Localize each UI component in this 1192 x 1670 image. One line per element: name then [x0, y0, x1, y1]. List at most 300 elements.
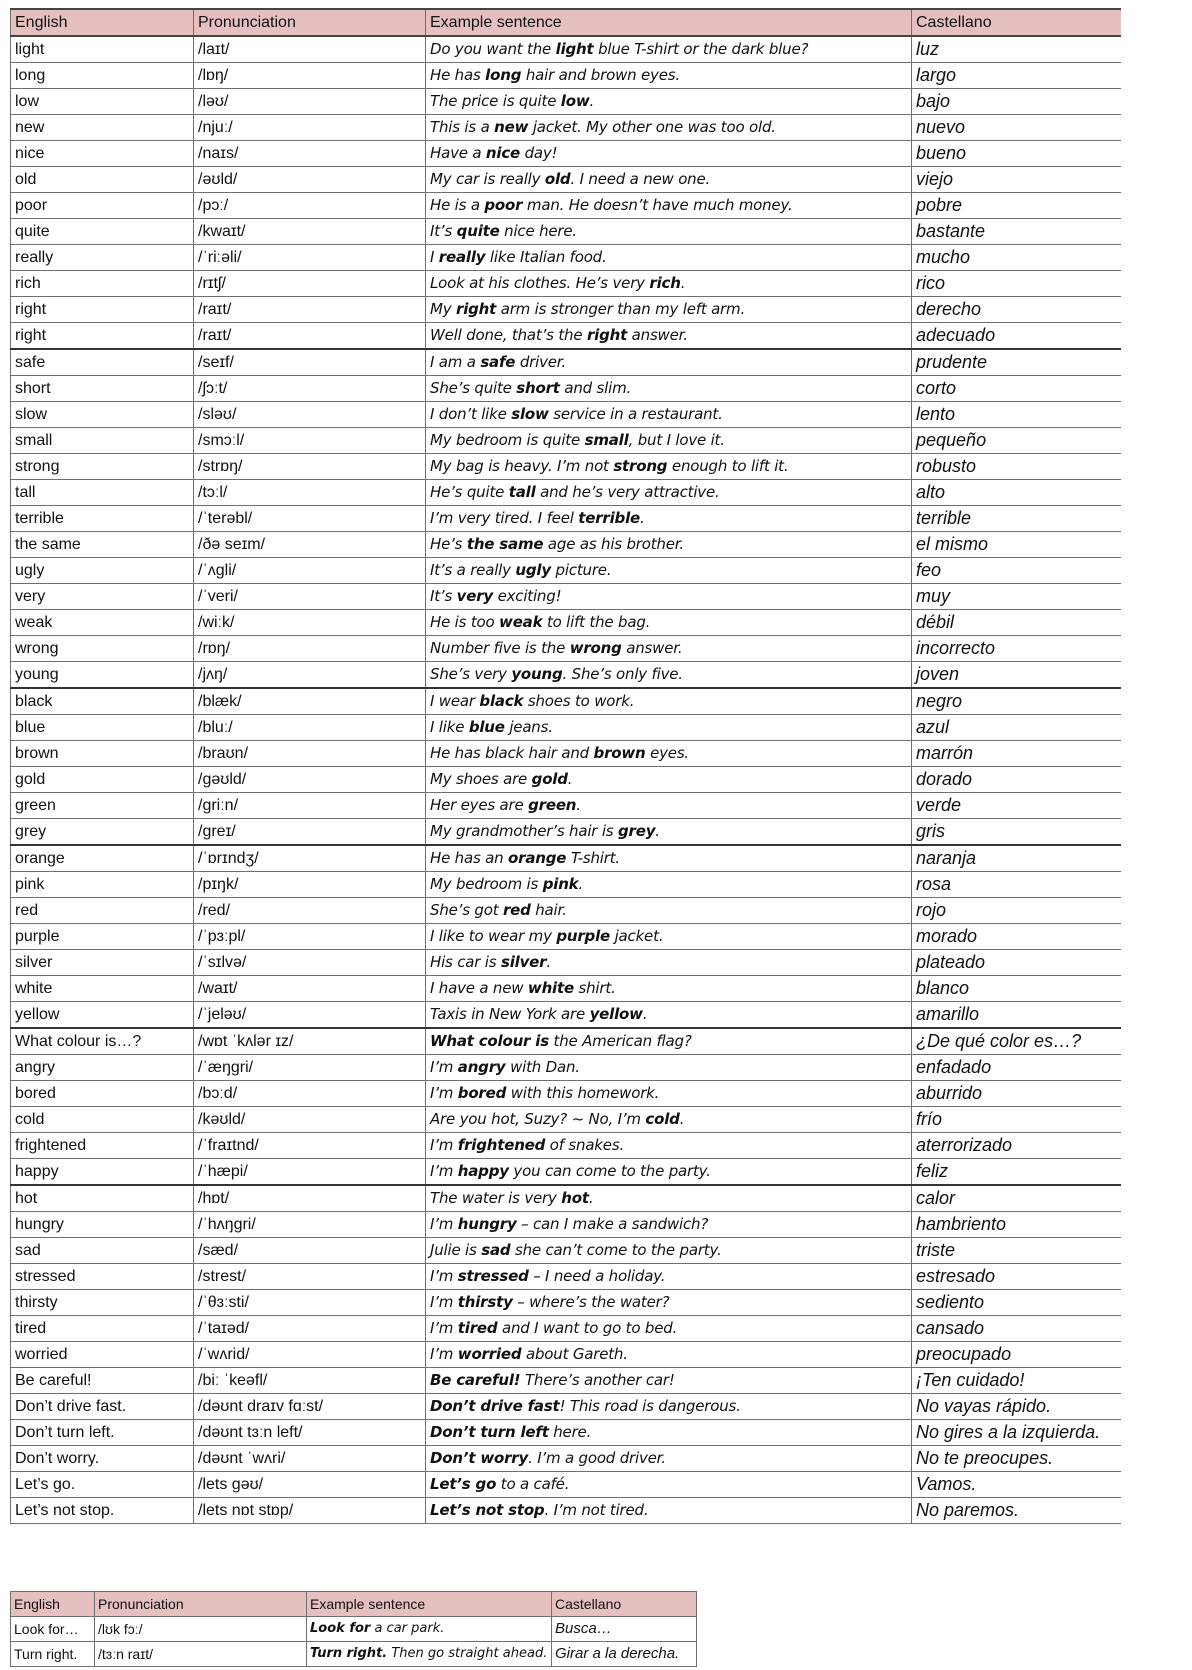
example-text: I’m — [430, 1084, 458, 1102]
cell-english: thirsty — [11, 1290, 194, 1316]
cell-english: happy — [11, 1159, 194, 1186]
example-keyword: stressed — [457, 1267, 529, 1285]
example-keyword: strong — [613, 457, 668, 475]
cell-example — [426, 610, 912, 636]
cell-castellano: sediento — [912, 1290, 1121, 1316]
cell-pronunciation: /ˈhæpi/ — [194, 1159, 426, 1186]
example-text: My shoes are — [430, 770, 532, 788]
example-text: Her eyes are — [430, 796, 529, 814]
example-text: He has — [430, 66, 486, 84]
table-row — [11, 1212, 1121, 1238]
cell-castellano: ¿De qué color es…? — [912, 1028, 1121, 1055]
example-text: Number five is the — [430, 639, 570, 657]
example-text: she can’t come to the party. — [510, 1241, 722, 1259]
example-keyword: small — [584, 431, 629, 449]
example-keyword: Turn right. — [310, 1646, 388, 1661]
example-text: jacket. — [610, 927, 664, 945]
cell-english: What colour is…? — [11, 1028, 194, 1055]
table-row — [11, 950, 1121, 976]
table-row — [11, 1185, 1121, 1212]
cell-castellano: Vamos. — [912, 1472, 1121, 1498]
example-text: jacket. My other one was too old. — [528, 118, 776, 136]
example-text: My bedroom is — [430, 875, 543, 893]
table-row — [11, 845, 1121, 872]
example-text: Julie is — [430, 1241, 482, 1259]
cell-english: wrong — [11, 636, 194, 662]
cell-castellano: azul — [912, 715, 1121, 741]
example-text: you can come to the party. — [508, 1162, 711, 1180]
cell-english: old — [11, 167, 194, 193]
cell-english: grey — [11, 819, 194, 846]
cell-example — [426, 376, 912, 402]
cell-example — [426, 506, 912, 532]
example-keyword: rich — [649, 274, 681, 292]
cell-english: hot — [11, 1185, 194, 1212]
example-text: I — [430, 248, 439, 266]
example-keyword: quite — [456, 222, 500, 240]
cell-example — [426, 36, 912, 63]
example-keyword: hot — [561, 1189, 589, 1207]
example-keyword: worried — [457, 1345, 522, 1363]
example-keyword: red — [502, 901, 531, 919]
example-keyword: new — [494, 118, 529, 136]
cell-pronunciation: /ˈveri/ — [194, 584, 426, 610]
example-text: I’m — [430, 1319, 458, 1337]
header-english: English — [11, 9, 194, 36]
cell-castellano: plateado — [912, 950, 1121, 976]
cell-example — [426, 1212, 912, 1238]
cell-pronunciation: /naɪs/ — [194, 141, 426, 167]
example-keyword: orange — [508, 849, 567, 867]
example-text: It’s a really — [430, 561, 516, 579]
example-keyword: Let’s not stop — [430, 1501, 545, 1519]
cell-example — [426, 793, 912, 819]
cell-example — [426, 688, 912, 715]
table-row — [11, 976, 1121, 1002]
example-text: I’m — [430, 1345, 458, 1363]
table-row — [11, 245, 1121, 271]
example-text: She’s very — [430, 665, 512, 683]
cell-castellano: bastante — [912, 219, 1121, 245]
cell-example — [426, 845, 912, 872]
cell-pronunciation: /dəʊnt tɜːn left/ — [194, 1420, 426, 1446]
table-row — [11, 741, 1121, 767]
example-text: of snakes. — [545, 1136, 625, 1154]
example-text: Have a — [430, 144, 486, 162]
cell-example — [426, 193, 912, 219]
example-keyword: the same — [466, 535, 544, 553]
example-keyword: really — [438, 248, 486, 266]
example-text: jeans. — [504, 718, 553, 736]
cell-english: nice — [11, 141, 194, 167]
cell-pronunciation: /ˈθɜːsti/ — [194, 1290, 426, 1316]
cell-pronunciation: /ˈpɜːpl/ — [194, 924, 426, 950]
example-text: He’s — [430, 535, 467, 553]
table-row — [11, 1368, 1121, 1394]
header-castellano: Castellano — [912, 9, 1121, 36]
example-keyword: cold — [645, 1110, 680, 1128]
table-row — [11, 1264, 1121, 1290]
cell-castellano: hambriento — [912, 1212, 1121, 1238]
cell-pronunciation: /gəʊld/ — [194, 767, 426, 793]
example-text: . — [576, 796, 581, 814]
cell-english: green — [11, 793, 194, 819]
example-text: a car park. — [370, 1621, 445, 1636]
example-text: shirt. — [573, 979, 616, 997]
mini-vocabulary-table — [10, 1591, 697, 1667]
cell-example — [426, 950, 912, 976]
cell-castellano: gris — [912, 819, 1121, 846]
example-keyword: frightened — [457, 1136, 546, 1154]
cell-english: weak — [11, 610, 194, 636]
cell-castellano: largo — [912, 63, 1121, 89]
table-row — [11, 402, 1121, 428]
example-keyword: pink — [542, 875, 579, 893]
cell-example — [426, 1394, 912, 1420]
cell-pronunciation: /ˈriːəli/ — [194, 245, 426, 271]
example-text: I’m very tired. I feel — [430, 509, 579, 527]
cell-example — [426, 1238, 912, 1264]
cell-castellano: Girar a la derecha. — [552, 1642, 697, 1667]
cell-pronunciation: /əʊld/ — [194, 167, 426, 193]
table-row — [11, 793, 1121, 819]
table-row — [11, 1107, 1121, 1133]
cell-example — [426, 1290, 912, 1316]
cell-castellano: terrible — [912, 506, 1121, 532]
header-pronunciation: Pronunciation — [194, 9, 426, 36]
cell-castellano: marrón — [912, 741, 1121, 767]
cell-castellano: bajo — [912, 89, 1121, 115]
cell-castellano: derecho — [912, 297, 1121, 323]
example-text: He has an — [430, 849, 509, 867]
example-text: . I need a new one. — [570, 170, 711, 188]
example-text: about Gareth. — [521, 1345, 628, 1363]
example-text: blue T-shirt or the dark blue? — [593, 40, 809, 58]
example-text: I don’t like — [430, 405, 512, 423]
cell-english: silver — [11, 950, 194, 976]
example-keyword: tall — [508, 483, 536, 501]
cell-castellano: No te preocupes. — [912, 1446, 1121, 1472]
cell-pronunciation: /wɒt ˈkʌlər ɪz/ — [194, 1028, 426, 1055]
example-text: . — [589, 92, 595, 110]
example-text: and slim. — [559, 379, 632, 397]
cell-castellano: muy — [912, 584, 1121, 610]
cell-english: really — [11, 245, 194, 271]
table-row — [11, 141, 1121, 167]
cell-castellano: naranja — [912, 845, 1121, 872]
cell-pronunciation: /braʊn/ — [194, 741, 426, 767]
cell-castellano: blanco — [912, 976, 1121, 1002]
table-row — [11, 662, 1121, 689]
example-text: My bag is heavy. I’m not — [430, 457, 614, 475]
cell-example — [426, 219, 912, 245]
example-keyword: Don’t turn left — [430, 1423, 549, 1441]
example-text: . — [588, 1189, 594, 1207]
example-text: . She’s only five. — [562, 665, 683, 683]
cell-castellano: lento — [912, 402, 1121, 428]
example-keyword: purple — [556, 927, 610, 945]
table-row — [11, 715, 1121, 741]
cell-castellano: aburrido — [912, 1081, 1121, 1107]
cell-pronunciation: /lɒŋ/ — [194, 63, 426, 89]
table-row — [11, 219, 1121, 245]
table-row — [11, 193, 1121, 219]
example-text: My bedroom is quite — [430, 431, 585, 449]
cell-pronunciation: /tɔːl/ — [194, 480, 426, 506]
example-text: , but I love it. — [628, 431, 725, 449]
cell-english: gold — [11, 767, 194, 793]
example-keyword: very — [456, 587, 493, 605]
cell-english: cold — [11, 1107, 194, 1133]
cell-english: purple — [11, 924, 194, 950]
example-keyword: long — [485, 66, 522, 84]
example-text: Taxis in New York are — [430, 1005, 590, 1023]
example-text: My grandmother’s hair is — [430, 822, 618, 840]
table-body — [11, 36, 1121, 1524]
cell-example — [426, 872, 912, 898]
example-keyword: What colour is — [430, 1032, 549, 1050]
cell-english: bored — [11, 1081, 194, 1107]
cell-pronunciation: /bɔːd/ — [194, 1081, 426, 1107]
cell-example — [426, 63, 912, 89]
cell-castellano: rico — [912, 271, 1121, 297]
cell-pronunciation: /ˈfraɪtnd/ — [194, 1133, 426, 1159]
example-text: My — [430, 300, 456, 318]
cell-english: hungry — [11, 1212, 194, 1238]
cell-example — [426, 402, 912, 428]
cell-pronunciation: /sləʊ/ — [194, 402, 426, 428]
example-text: I like — [430, 718, 469, 736]
example-text: picture. — [550, 561, 612, 579]
cell-castellano: pobre — [912, 193, 1121, 219]
cell-castellano: ¡Ten cuidado! — [912, 1368, 1121, 1394]
example-keyword: low — [560, 92, 590, 110]
example-keyword: safe — [480, 353, 516, 371]
table-row — [11, 428, 1121, 454]
cell-example — [426, 767, 912, 793]
example-text: I’m — [430, 1058, 458, 1076]
example-text: I wear — [430, 692, 480, 710]
table-row — [11, 1498, 1121, 1524]
example-text: to lift the bag. — [542, 613, 651, 631]
example-text: I like to wear my — [430, 927, 557, 945]
example-keyword: angry — [457, 1058, 506, 1076]
cell-example — [426, 1185, 912, 1212]
example-keyword: white — [527, 979, 574, 997]
cell-english: yellow — [11, 1002, 194, 1029]
cell-castellano: No paremos. — [912, 1498, 1121, 1524]
cell-castellano: feliz — [912, 1159, 1121, 1186]
cell-example — [426, 1498, 912, 1524]
cell-castellano: nuevo — [912, 115, 1121, 141]
cell-castellano: prudente — [912, 349, 1121, 376]
example-text: I’m — [430, 1162, 458, 1180]
table-row — [11, 688, 1121, 715]
example-keyword: wrong — [569, 639, 622, 657]
example-text: hair. — [530, 901, 567, 919]
cell-english: sad — [11, 1238, 194, 1264]
example-text: . — [546, 953, 551, 971]
table-row — [11, 1081, 1121, 1107]
example-text: He is too — [430, 613, 500, 631]
cell-castellano: verde — [912, 793, 1121, 819]
cell-english: safe — [11, 349, 194, 376]
table-row — [11, 584, 1121, 610]
table-row — [11, 1420, 1121, 1446]
mini-table-body — [11, 1617, 697, 1667]
cell-pronunciation: /ˈterəbl/ — [194, 506, 426, 532]
cell-english: new — [11, 115, 194, 141]
cell-example — [426, 584, 912, 610]
cell-castellano: cansado — [912, 1316, 1121, 1342]
cell-english: short — [11, 376, 194, 402]
cell-example — [426, 1420, 912, 1446]
example-text: arm is stronger than my left arm. — [496, 300, 746, 318]
cell-castellano: negro — [912, 688, 1121, 715]
cell-english: long — [11, 63, 194, 89]
cell-example — [426, 1055, 912, 1081]
table-row — [11, 924, 1121, 950]
cell-pronunciation: /smɔːl/ — [194, 428, 426, 454]
example-text: enough to lift it. — [667, 457, 789, 475]
cell-castellano: enfadado — [912, 1055, 1121, 1081]
cell-example — [426, 1159, 912, 1186]
cell-pronunciation: /hɒt/ — [194, 1185, 426, 1212]
table-row — [11, 1159, 1121, 1186]
table-row — [11, 558, 1121, 584]
cell-pronunciation: /rɪtʃ/ — [194, 271, 426, 297]
cell-castellano: morado — [912, 924, 1121, 950]
example-keyword: tired — [457, 1319, 498, 1337]
cell-pronunciation: /griːn/ — [194, 793, 426, 819]
cell-example — [426, 819, 912, 846]
table-row — [11, 115, 1121, 141]
example-text: T-shirt. — [566, 849, 620, 867]
example-text: He has black hair and — [430, 744, 594, 762]
example-text: . — [640, 509, 645, 527]
cell-pronunciation: /raɪt/ — [194, 297, 426, 323]
cell-castellano: rosa — [912, 872, 1121, 898]
cell-example — [426, 480, 912, 506]
table-row — [11, 36, 1121, 63]
cell-example — [426, 1133, 912, 1159]
cell-example — [426, 976, 912, 1002]
cell-pronunciation: /sæd/ — [194, 1238, 426, 1264]
cell-pronunciation: /kəʊld/ — [194, 1107, 426, 1133]
cell-english: strong — [11, 454, 194, 480]
cell-english: angry — [11, 1055, 194, 1081]
cell-example — [307, 1617, 552, 1642]
cell-castellano: bueno — [912, 141, 1121, 167]
cell-english: white — [11, 976, 194, 1002]
table-row — [11, 89, 1121, 115]
cell-pronunciation: /waɪt/ — [194, 976, 426, 1002]
cell-example — [426, 715, 912, 741]
example-text: with this homework. — [506, 1084, 660, 1102]
cell-example — [426, 1446, 912, 1472]
table-row — [11, 1472, 1121, 1498]
cell-example — [426, 741, 912, 767]
cell-example — [426, 898, 912, 924]
cell-english: quite — [11, 219, 194, 245]
cell-castellano: joven — [912, 662, 1121, 689]
example-keyword: right — [586, 326, 628, 344]
cell-pronunciation: /raɪt/ — [194, 323, 426, 350]
cell-pronunciation: /bluː/ — [194, 715, 426, 741]
example-text: This is a — [430, 118, 495, 136]
example-text: exciting! — [493, 587, 562, 605]
example-keyword: happy — [457, 1162, 509, 1180]
cell-english: red — [11, 898, 194, 924]
example-keyword: blue — [468, 718, 505, 736]
example-text: . — [680, 274, 686, 292]
table-row — [11, 1617, 697, 1642]
table-row — [11, 1316, 1121, 1342]
cell-example — [426, 636, 912, 662]
cell-pronunciation: /ʃɔːt/ — [194, 376, 426, 402]
example-text: – where’s the water? — [512, 1293, 670, 1311]
example-keyword: gold — [531, 770, 568, 788]
cell-english: stressed — [11, 1264, 194, 1290]
cell-pronunciation: /lets nɒt stɒp/ — [194, 1498, 426, 1524]
table-row — [11, 532, 1121, 558]
cell-castellano: No gires a la izquierda. — [912, 1420, 1121, 1446]
cell-pronunciation: /ˈɒrɪndʒ/ — [194, 845, 426, 872]
example-text: . — [578, 875, 584, 893]
cell-english: light — [11, 36, 194, 63]
cell-pronunciation: /ˈtaɪəd/ — [194, 1316, 426, 1342]
cell-example — [426, 297, 912, 323]
cell-english: very — [11, 584, 194, 610]
example-text: Do you want the — [430, 40, 556, 58]
cell-pronunciation: /laɪt/ — [194, 36, 426, 63]
cell-example — [426, 1028, 912, 1055]
example-keyword: weak — [499, 613, 543, 631]
example-text: He is a — [430, 196, 485, 214]
table-row — [11, 349, 1121, 376]
cell-castellano: triste — [912, 1238, 1121, 1264]
table-row — [11, 819, 1121, 846]
cell-example — [426, 245, 912, 271]
example-text: I’m — [430, 1215, 458, 1233]
cell-example — [426, 924, 912, 950]
cell-english: tired — [11, 1316, 194, 1342]
cell-example — [426, 167, 912, 193]
cell-example — [426, 271, 912, 297]
cell-pronunciation: /greɪ/ — [194, 819, 426, 846]
cell-english: brown — [11, 741, 194, 767]
example-text: He’s quite — [430, 483, 509, 501]
cell-pronunciation: /kwaɪt/ — [194, 219, 426, 245]
cell-english: Don’t worry. — [11, 1446, 194, 1472]
cell-english: the same — [11, 532, 194, 558]
example-keyword: hungry — [457, 1215, 517, 1233]
example-keyword: terrible — [578, 509, 640, 527]
table-row — [11, 1238, 1121, 1264]
table-row — [11, 1133, 1121, 1159]
cell-english: rich — [11, 271, 194, 297]
vocabulary-table — [10, 8, 1121, 1524]
example-keyword: young — [511, 665, 563, 683]
cell-castellano: viejo — [912, 167, 1121, 193]
cell-english: small — [11, 428, 194, 454]
example-keyword: brown — [593, 744, 646, 762]
example-keyword: black — [479, 692, 524, 710]
example-text: Then go straight ahead. — [387, 1646, 548, 1661]
mini-header-row — [11, 1592, 697, 1617]
example-text: I’m — [430, 1136, 458, 1154]
cell-english: frightened — [11, 1133, 194, 1159]
